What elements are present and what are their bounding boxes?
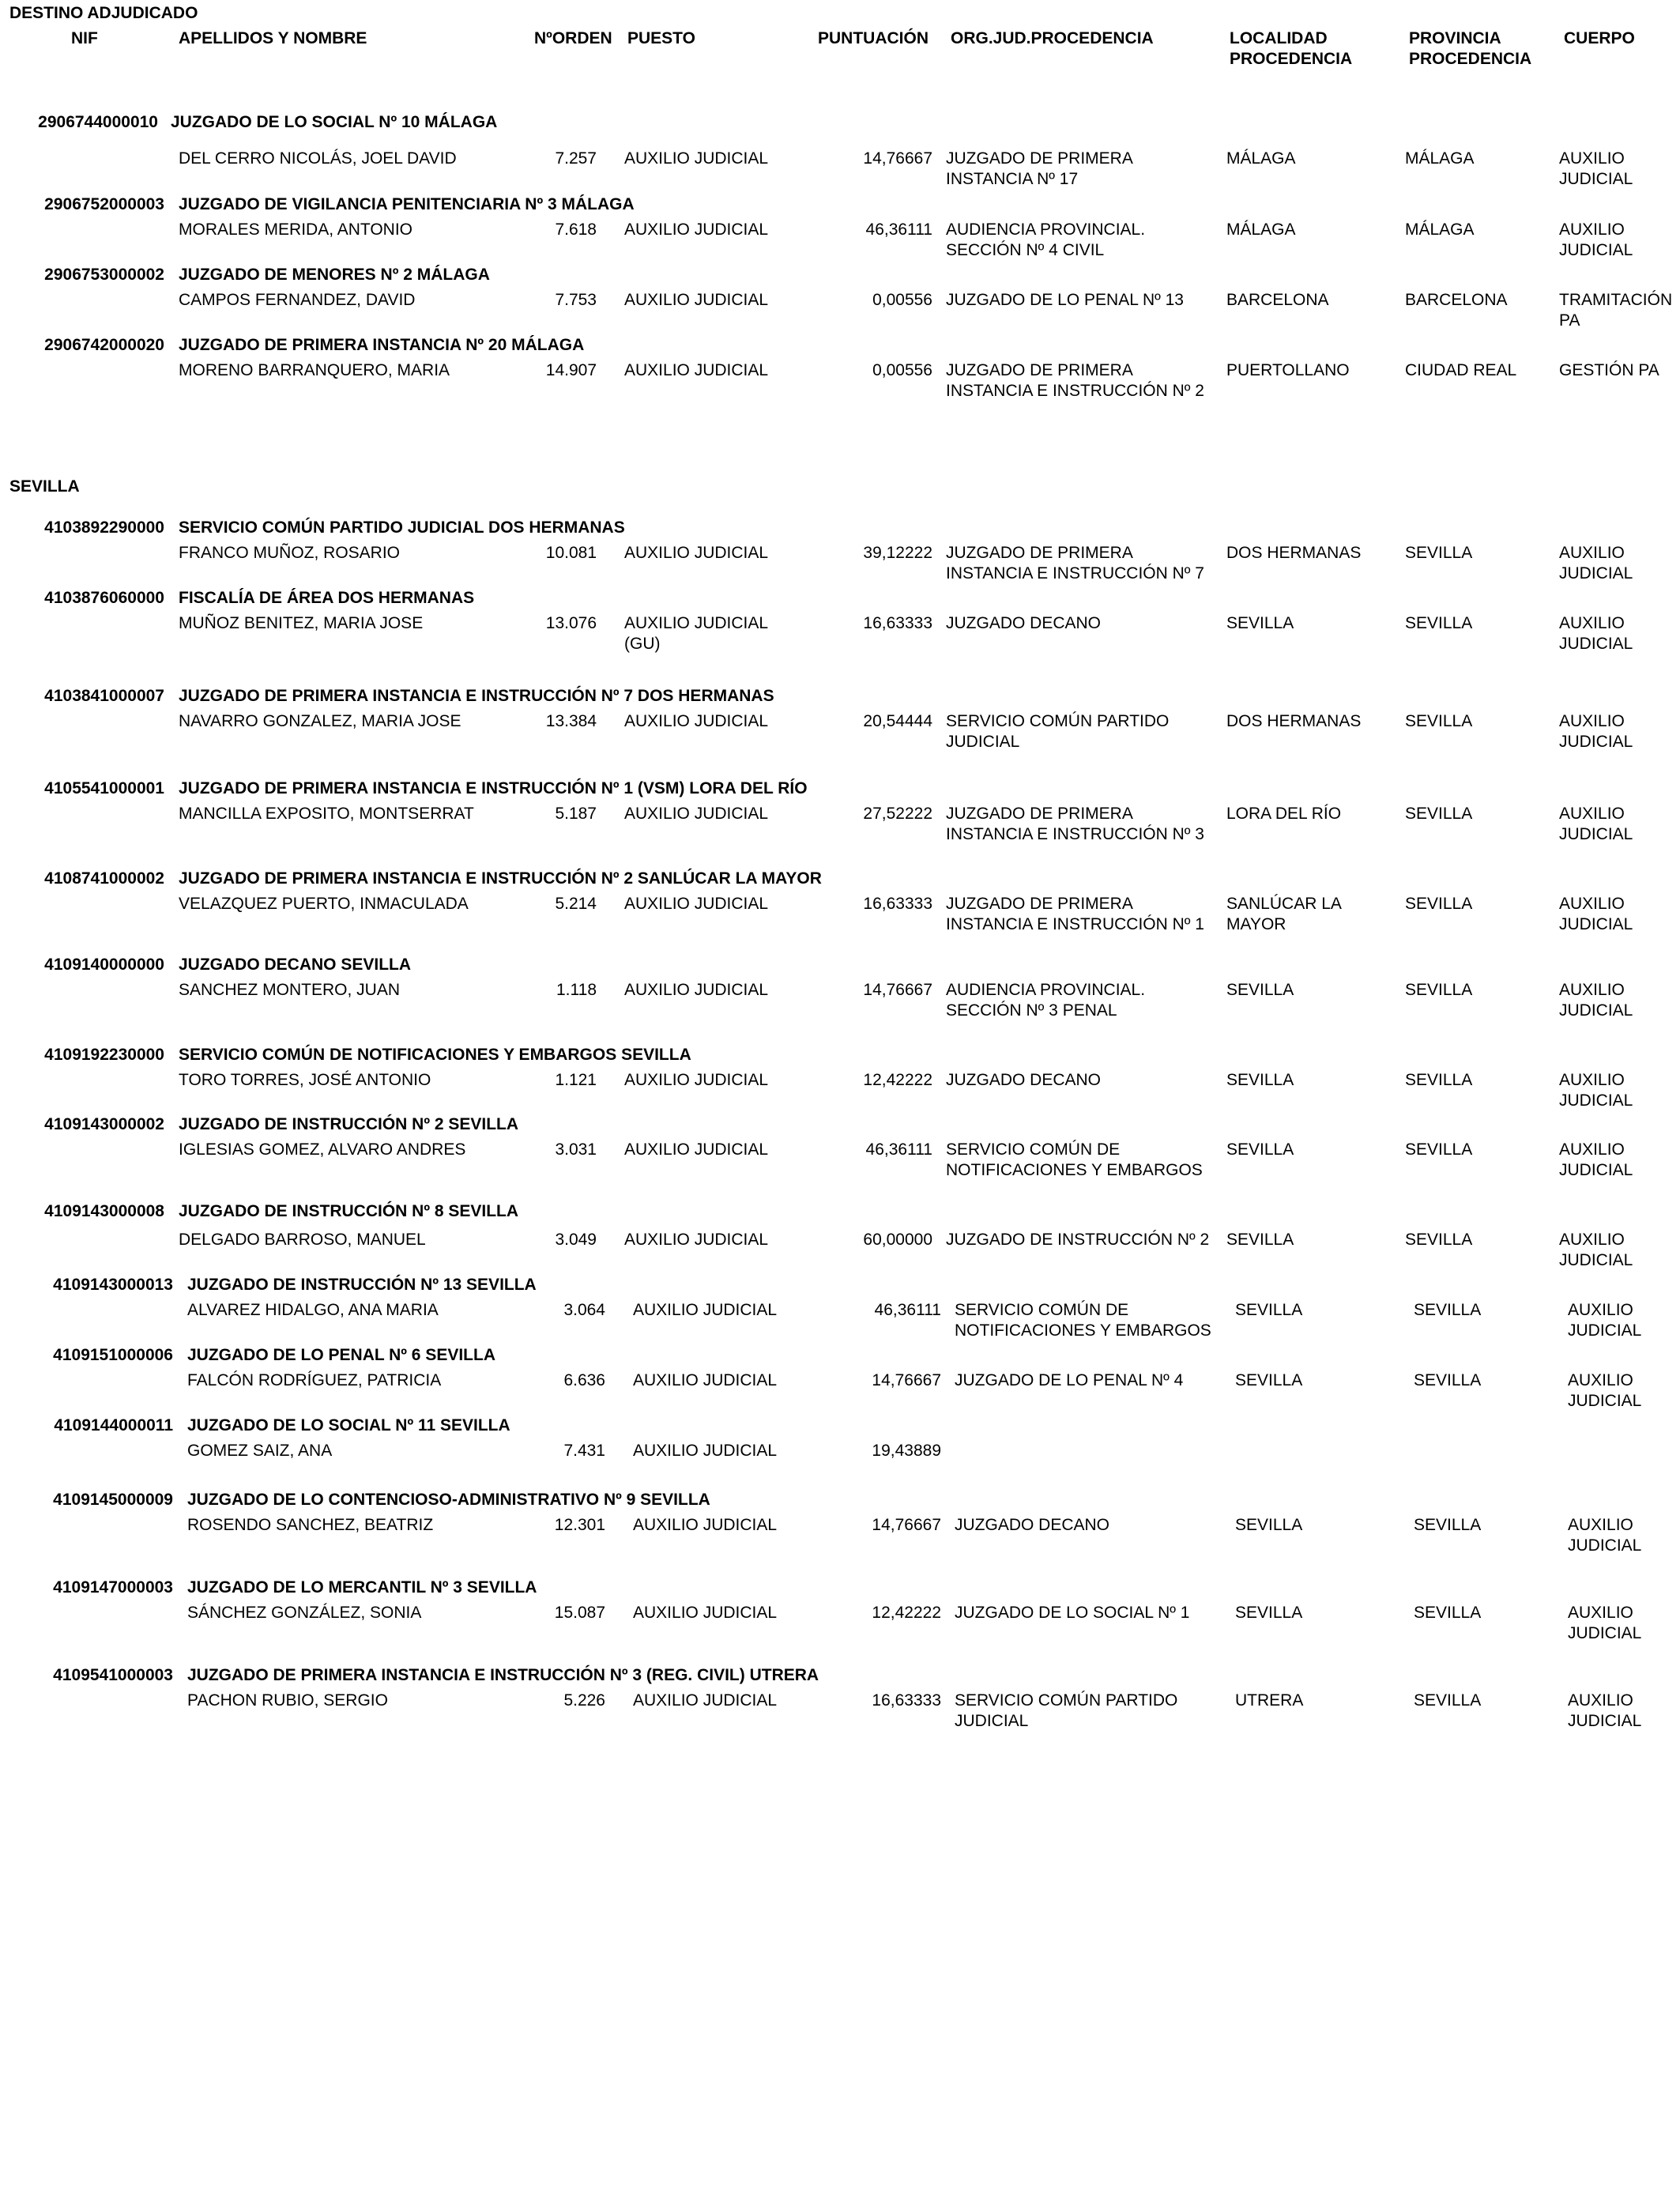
entry-nombre: IGLESIAS GOMEZ, ALVARO ANDRES bbox=[179, 1140, 466, 1159]
entry-nombre: DELGADO BARROSO, MANUEL bbox=[179, 1231, 426, 1249]
header-provincia-line2: PROCEDENCIA bbox=[1409, 50, 1532, 68]
entry-nombre: ROSENDO SANCHEZ, BEATRIZ bbox=[187, 1516, 434, 1534]
entry-puntuacion: 14,76667 bbox=[872, 1371, 941, 1389]
entry-puesto: AUXILIO JUDICIAL bbox=[624, 291, 769, 309]
entry-org-procedencia: JUZGADO DE PRIMERA INSTANCIA E INSTRUCCIÓN Nº 2 bbox=[946, 361, 1204, 400]
entry-localidad: MÁLAGA bbox=[1226, 149, 1296, 168]
entry-nombre: VELAZQUEZ PUERTO, INMACULADA bbox=[179, 895, 469, 913]
entry-puntuacion: 12,42222 bbox=[872, 1604, 941, 1622]
entry-puesto: AUXILIO JUDICIAL bbox=[624, 712, 769, 730]
entry-puntuacion: 12,42222 bbox=[863, 1071, 932, 1089]
entry-block bbox=[0, 1201, 1680, 1280]
header-localidad bbox=[1230, 28, 1352, 70]
entry-puesto: AUXILIO JUDICIAL bbox=[624, 544, 769, 562]
entry-destino: JUZGADO DE INSTRUCCIÓN Nº 8 SEVILLA bbox=[179, 1202, 519, 1220]
entry-block bbox=[0, 335, 1680, 414]
entry-org-procedencia: JUZGADO DE INSTRUCCIÓN Nº 2 bbox=[946, 1231, 1210, 1249]
entry-puntuacion: 46,36111 bbox=[874, 1301, 941, 1319]
entry-cuerpo: TRAMITACIÓN PA bbox=[1559, 291, 1673, 330]
entry-nombre: TORO TORRES, JOSÉ ANTONIO bbox=[179, 1071, 431, 1089]
entry-orden: 7.618 bbox=[555, 221, 597, 239]
entry-org-procedencia: JUZGADO DE LO SOCIAL Nº 1 bbox=[955, 1604, 1190, 1622]
entry-org-procedencia: SERVICIO COMÚN DE NOTIFICACIONES Y EMBARGOS bbox=[946, 1140, 1203, 1179]
entry-orden: 1.118 bbox=[556, 981, 597, 999]
entry-nombre: MORALES MERIDA, ANTONIO bbox=[179, 221, 412, 239]
entry-puesto: AUXILIO JUDICIAL bbox=[624, 221, 769, 239]
entry-block bbox=[0, 588, 1680, 667]
entry-nombre: SANCHEZ MONTERO, JUAN bbox=[179, 981, 401, 999]
entry-cuerpo: AUXILIO JUDICIAL bbox=[1559, 221, 1633, 259]
entry-puntuacion: 16,63333 bbox=[863, 614, 932, 632]
entry-puesto: AUXILIO JUDICIAL bbox=[633, 1371, 778, 1389]
entry-localidad: SEVILLA bbox=[1235, 1604, 1303, 1622]
entry-localidad: DOS HERMANAS bbox=[1226, 544, 1362, 562]
entry-orden: 5.187 bbox=[555, 805, 597, 823]
entry-nif: 4109140000000 bbox=[44, 956, 164, 974]
entry-org-procedencia: JUZGADO DECANO bbox=[955, 1516, 1110, 1534]
entry-org-procedencia: AUDIENCIA PROVINCIAL. SECCIÓN Nº 4 CIVIL bbox=[946, 221, 1146, 259]
entry-cuerpo: GESTIÓN PA bbox=[1559, 361, 1659, 379]
entry-destino: SERVICIO COMÚN PARTIDO JUDICIAL DOS HERMANAS bbox=[179, 518, 625, 537]
entry-provincia: SEVILLA bbox=[1405, 981, 1473, 999]
entry-provincia: SEVILLA bbox=[1405, 614, 1473, 632]
entry-destino: JUZGADO DE LO CONTENCIOSO-ADMINISTRATIVO Nº 9 SEVILLA bbox=[187, 1491, 710, 1509]
entry-localidad: SEVILLA bbox=[1226, 1071, 1294, 1089]
entry-nombre: FALCÓN RODRÍGUEZ, PATRICIA bbox=[187, 1371, 442, 1389]
entry-puntuacion: 19,43889 bbox=[872, 1442, 941, 1460]
entry-provincia: SEVILLA bbox=[1414, 1691, 1482, 1710]
entry-destino: FISCALÍA DE ÁREA DOS HERMANAS bbox=[179, 589, 475, 607]
entry-org-procedencia: JUZGADO DECANO bbox=[946, 614, 1102, 632]
entry-nif: 4105541000001 bbox=[44, 779, 164, 797]
entry-cuerpo: AUXILIO JUDICIAL bbox=[1559, 1140, 1633, 1179]
entry-localidad: SEVILLA bbox=[1226, 1231, 1294, 1249]
entry-org-procedencia: JUZGADO DE LO PENAL Nº 13 bbox=[946, 291, 1184, 309]
entry-puesto: AUXILIO JUDICIAL bbox=[624, 1231, 769, 1249]
entry-localidad: SEVILLA bbox=[1226, 614, 1294, 632]
entry-localidad: SEVILLA bbox=[1235, 1371, 1303, 1389]
entry-nif: 4109143000002 bbox=[44, 1115, 164, 1133]
entry-nif: 2906753000002 bbox=[44, 266, 164, 284]
entry-org-procedencia: JUZGADO DE PRIMERA INSTANCIA Nº 17 bbox=[946, 149, 1132, 188]
entry-orden: 1.121 bbox=[555, 1071, 597, 1089]
entry-orden: 3.031 bbox=[555, 1140, 597, 1159]
entry-nombre: DEL CERRO NICOLÁS, JOEL DAVID bbox=[179, 149, 457, 168]
header-orden: NºORDEN bbox=[534, 29, 612, 47]
entry-cuerpo: AUXILIO JUDICIAL bbox=[1559, 1231, 1633, 1269]
entry-puntuacion: 60,00000 bbox=[863, 1231, 932, 1249]
entry-cuerpo: AUXILIO JUDICIAL bbox=[1559, 981, 1633, 1020]
entry-puntuacion: 27,52222 bbox=[863, 805, 932, 823]
entry-localidad: SEVILLA bbox=[1226, 1140, 1294, 1159]
entry-org-procedencia: JUZGADO DECANO bbox=[946, 1071, 1102, 1089]
entry-block bbox=[0, 1114, 1680, 1193]
entry-cuerpo: AUXILIO JUDICIAL bbox=[1568, 1371, 1642, 1410]
header-provincia-line1: PROVINCIA bbox=[1409, 29, 1501, 47]
entry-destino: JUZGADO DE LO MERCANTIL Nº 3 SEVILLA bbox=[187, 1578, 537, 1596]
entry-puesto: AUXILIO JUDICIAL bbox=[624, 1140, 769, 1159]
entry-org-procedencia: SERVICIO COMÚN DE NOTIFICACIONES Y EMBARGOS bbox=[955, 1301, 1211, 1340]
entry-puntuacion: 39,12222 bbox=[863, 544, 932, 562]
header-localidad-line1: LOCALIDAD bbox=[1230, 29, 1328, 47]
entry-provincia: SEVILLA bbox=[1405, 1140, 1473, 1159]
entry-destino: JUZGADO DE PRIMERA INSTANCIA Nº 20 MÁLAGA bbox=[179, 336, 585, 354]
entry-puntuacion: 46,36111 bbox=[865, 1140, 932, 1159]
entry-destino: JUZGADO DE LO SOCIAL Nº 11 SEVILLA bbox=[187, 1416, 510, 1434]
entry-nif: 4108741000002 bbox=[44, 869, 164, 888]
entry-cuerpo: AUXILIO JUDICIAL bbox=[1559, 712, 1633, 751]
entry-orden: 6.636 bbox=[563, 1371, 605, 1389]
entry-provincia: CIUDAD REAL bbox=[1405, 361, 1517, 379]
document-title: DESTINO ADJUDICADO bbox=[9, 4, 198, 22]
entry-nif: 2906742000020 bbox=[44, 336, 164, 354]
entry-cuerpo: AUXILIO JUDICIAL bbox=[1559, 1071, 1633, 1110]
entry-puntuacion: 14,76667 bbox=[872, 1516, 941, 1534]
entry-nif: 4109541000003 bbox=[53, 1666, 173, 1684]
entry-nif: 4109143000008 bbox=[44, 1202, 164, 1220]
entry-orden: 7.257 bbox=[555, 149, 597, 168]
entry-org-procedencia: AUDIENCIA PROVINCIAL. SECCIÓN Nº 3 PENAL bbox=[946, 981, 1146, 1020]
entry-puntuacion: 16,63333 bbox=[872, 1691, 941, 1710]
entry-orden: 12.301 bbox=[554, 1516, 605, 1534]
header-localidad-line2: PROCEDENCIA bbox=[1230, 50, 1353, 68]
entry-puntuacion: 0,00556 bbox=[872, 291, 932, 309]
entry-block bbox=[0, 955, 1680, 1034]
entry-localidad: SANLÚCAR LA MAYOR bbox=[1226, 895, 1341, 933]
entry-destino: JUZGADO DE PRIMERA INSTANCIA E INSTRUCCIÓN Nº 7 DOS HERMANAS bbox=[179, 687, 774, 705]
entry-puntuacion: 46,36111 bbox=[865, 221, 932, 239]
section-title-sevilla: SEVILLA bbox=[9, 477, 80, 496]
entry-localidad: PUERTOLLANO bbox=[1226, 361, 1350, 379]
entry-nif: 4103876060000 bbox=[44, 589, 164, 607]
entry-provincia: SEVILLA bbox=[1414, 1516, 1482, 1534]
entry-nif: 4109192230000 bbox=[44, 1046, 164, 1064]
entry-nombre: MORENO BARRANQUERO, MARIA bbox=[179, 361, 450, 379]
entry-block bbox=[0, 194, 1680, 273]
entry-puesto: AUXILIO JUDICIAL bbox=[624, 895, 769, 913]
header-puesto: PUESTO bbox=[627, 29, 695, 47]
entry-cuerpo: AUXILIO JUDICIAL bbox=[1559, 149, 1633, 188]
header-nombre: APELLIDOS Y NOMBRE bbox=[179, 29, 367, 47]
entry-destino: JUZGADO DE PRIMERA INSTANCIA E INSTRUCCIÓN Nº 1 (VSM) LORA DEL RÍO bbox=[179, 779, 808, 797]
header-cuerpo: CUERPO bbox=[1564, 29, 1635, 47]
entry-puesto: AUXILIO JUDICIAL bbox=[633, 1604, 778, 1622]
entry-provincia: SEVILLA bbox=[1405, 1231, 1473, 1249]
entry-provincia: BARCELONA bbox=[1405, 291, 1508, 309]
entry-puntuacion: 0,00556 bbox=[872, 361, 932, 379]
entry-provincia: MÁLAGA bbox=[1405, 221, 1475, 239]
entry-destino: JUZGADO DE LO PENAL Nº 6 SEVILLA bbox=[187, 1346, 495, 1364]
entry-orden: 15.087 bbox=[554, 1604, 605, 1622]
entry-block bbox=[0, 686, 1680, 765]
entry-provincia: SEVILLA bbox=[1405, 712, 1473, 730]
entry-block bbox=[0, 869, 1680, 948]
entry-orden: 14.907 bbox=[545, 361, 597, 379]
entry-puntuacion: 14,76667 bbox=[863, 149, 932, 168]
header-provincia bbox=[1409, 28, 1531, 70]
entry-orden: 5.214 bbox=[555, 895, 597, 913]
entry-cuerpo: AUXILIO JUDICIAL bbox=[1568, 1604, 1642, 1642]
entry-block bbox=[0, 518, 1680, 597]
entry-orden: 13.076 bbox=[545, 614, 597, 632]
entry-puesto: AUXILIO JUDICIAL (GU) bbox=[624, 614, 768, 653]
entry-destino: JUZGADO DE INSTRUCCIÓN Nº 13 SEVILLA bbox=[187, 1276, 537, 1294]
entry-puntuacion: 14,76667 bbox=[863, 981, 932, 999]
header-nif: NIF bbox=[71, 29, 98, 47]
entry-provincia: SEVILLA bbox=[1414, 1371, 1482, 1389]
entry-orden: 10.081 bbox=[545, 544, 597, 562]
entry-block bbox=[0, 1665, 1680, 1744]
entry-nombre: FRANCO MUÑOZ, ROSARIO bbox=[179, 544, 401, 562]
entry-puntuacion: 16,63333 bbox=[863, 895, 932, 913]
entry-block bbox=[0, 265, 1680, 344]
entry-provincia: SEVILLA bbox=[1405, 895, 1473, 913]
entry-org-procedencia: JUZGADO DE PRIMERA INSTANCIA E INSTRUCCIÓN Nº 1 bbox=[946, 895, 1204, 933]
entry-puesto: AUXILIO JUDICIAL bbox=[624, 361, 769, 379]
entry-puesto: AUXILIO JUDICIAL bbox=[624, 1071, 769, 1089]
header-org: ORG.JUD.PROCEDENCIA bbox=[951, 29, 1154, 47]
entry-org-procedencia: SERVICIO COMÚN PARTIDO JUDICIAL bbox=[946, 712, 1170, 751]
entry-block bbox=[0, 778, 1680, 858]
entry-cuerpo: AUXILIO JUDICIAL bbox=[1568, 1301, 1642, 1340]
entry-localidad: LORA DEL RÍO bbox=[1226, 805, 1342, 823]
entry-block bbox=[0, 1045, 1680, 1124]
entry-nif: 4103892290000 bbox=[44, 518, 164, 537]
entry-nif: 4109145000009 bbox=[53, 1491, 173, 1509]
entry-provincia: SEVILLA bbox=[1405, 1071, 1473, 1089]
entry-block bbox=[0, 112, 1680, 191]
entry-nif: 4109151000006 bbox=[53, 1346, 173, 1364]
entry-destino: JUZGADO DE PRIMERA INSTANCIA E INSTRUCCIÓN Nº 2 SANLÚCAR LA MAYOR bbox=[179, 869, 822, 888]
entry-provincia: MÁLAGA bbox=[1405, 149, 1475, 168]
entry-nombre: PACHON RUBIO, SERGIO bbox=[187, 1691, 388, 1710]
entry-orden: 3.064 bbox=[563, 1301, 605, 1319]
entry-block bbox=[0, 1578, 1680, 1657]
entry-localidad: SEVILLA bbox=[1235, 1301, 1303, 1319]
entry-localidad: BARCELONA bbox=[1226, 291, 1329, 309]
entry-cuerpo: AUXILIO JUDICIAL bbox=[1568, 1691, 1642, 1730]
entry-cuerpo: AUXILIO JUDICIAL bbox=[1559, 895, 1633, 933]
entry-destino: JUZGADO DE INSTRUCCIÓN Nº 2 SEVILLA bbox=[179, 1115, 519, 1133]
entry-block bbox=[0, 1275, 1680, 1354]
entry-puesto: AUXILIO JUDICIAL bbox=[624, 805, 769, 823]
entry-nif: 4109144000011 bbox=[54, 1416, 173, 1434]
entry-orden: 13.384 bbox=[545, 712, 597, 730]
entry-orden: 3.049 bbox=[555, 1231, 597, 1249]
entry-provincia: SEVILLA bbox=[1405, 805, 1473, 823]
entry-block bbox=[0, 1345, 1680, 1424]
entry-puesto: AUXILIO JUDICIAL bbox=[624, 981, 769, 999]
entry-destino: JUZGADO DE VIGILANCIA PENITENCIARIA Nº 3 MÁLAGA bbox=[179, 195, 635, 213]
entry-localidad: SEVILLA bbox=[1235, 1516, 1303, 1534]
entry-nombre: MANCILLA EXPOSITO, MONTSERRAT bbox=[179, 805, 474, 823]
entry-org-procedencia: SERVICIO COMÚN PARTIDO JUDICIAL bbox=[955, 1691, 1178, 1730]
entry-provincia: SEVILLA bbox=[1414, 1604, 1482, 1622]
entry-org-procedencia: JUZGADO DE LO PENAL Nº 4 bbox=[955, 1371, 1184, 1389]
entry-puesto: AUXILIO JUDICIAL bbox=[633, 1516, 778, 1534]
entry-puesto: AUXILIO JUDICIAL bbox=[633, 1442, 778, 1460]
entry-cuerpo: AUXILIO JUDICIAL bbox=[1568, 1516, 1642, 1555]
entry-provincia: SEVILLA bbox=[1405, 544, 1473, 562]
entry-block bbox=[0, 1490, 1680, 1569]
entry-cuerpo: AUXILIO JUDICIAL bbox=[1559, 614, 1633, 653]
entry-cuerpo: AUXILIO JUDICIAL bbox=[1559, 805, 1633, 843]
entry-orden: 5.226 bbox=[563, 1691, 605, 1710]
entry-nif: 4103841000007 bbox=[44, 687, 164, 705]
entry-puntuacion: 20,54444 bbox=[863, 712, 932, 730]
entry-nombre: NAVARRO GONZALEZ, MARIA JOSE bbox=[179, 712, 461, 730]
entry-provincia: SEVILLA bbox=[1414, 1301, 1482, 1319]
entry-nombre: ALVAREZ HIDALGO, ANA MARIA bbox=[187, 1301, 439, 1319]
entry-destino: JUZGADO DE PRIMERA INSTANCIA E INSTRUCCIÓN Nº 3 (REG. CIVIL) UTRERA bbox=[187, 1666, 819, 1684]
entry-nombre: SÁNCHEZ GONZÁLEZ, SONIA bbox=[187, 1604, 422, 1622]
entry-org-procedencia: JUZGADO DE PRIMERA INSTANCIA E INSTRUCCIÓN Nº 3 bbox=[946, 805, 1204, 843]
entry-localidad: MÁLAGA bbox=[1226, 221, 1296, 239]
entry-destino: SERVICIO COMÚN DE NOTIFICACIONES Y EMBARGOS SEVILLA bbox=[179, 1046, 691, 1064]
entry-destino: JUZGADO DE MENORES Nº 2 MÁLAGA bbox=[179, 266, 490, 284]
entry-org-procedencia: JUZGADO DE PRIMERA INSTANCIA E INSTRUCCIÓN Nº 7 bbox=[946, 544, 1204, 582]
entry-localidad: UTRERA bbox=[1235, 1691, 1304, 1710]
entry-orden: 7.431 bbox=[563, 1442, 605, 1460]
entry-nombre: CAMPOS FERNANDEZ, DAVID bbox=[179, 291, 416, 309]
entry-puesto: AUXILIO JUDICIAL bbox=[624, 149, 769, 168]
entry-localidad: SEVILLA bbox=[1226, 981, 1294, 999]
entry-puesto: AUXILIO JUDICIAL bbox=[633, 1301, 778, 1319]
entry-nif: 4109147000003 bbox=[53, 1578, 173, 1596]
entry-orden: 7.753 bbox=[555, 291, 597, 309]
entry-localidad: DOS HERMANAS bbox=[1226, 712, 1362, 730]
entry-nombre: GOMEZ SAIZ, ANA bbox=[187, 1442, 333, 1460]
entry-nombre: MUÑOZ BENITEZ, MARIA JOSE bbox=[179, 614, 424, 632]
entry-nif: 4109143000013 bbox=[53, 1276, 173, 1294]
entry-destino: JUZGADO DE LO SOCIAL Nº 10 MÁLAGA bbox=[171, 113, 498, 131]
header-puntuacion: PUNTUACIÓN bbox=[818, 29, 929, 47]
entry-puesto: AUXILIO JUDICIAL bbox=[633, 1691, 778, 1710]
entry-cuerpo: AUXILIO JUDICIAL bbox=[1559, 544, 1633, 582]
entry-nif: 2906752000003 bbox=[44, 195, 164, 213]
entry-nif: 2906744000010 bbox=[38, 113, 158, 131]
entry-block bbox=[0, 1416, 1680, 1495]
entry-destino: JUZGADO DECANO SEVILLA bbox=[179, 956, 412, 974]
